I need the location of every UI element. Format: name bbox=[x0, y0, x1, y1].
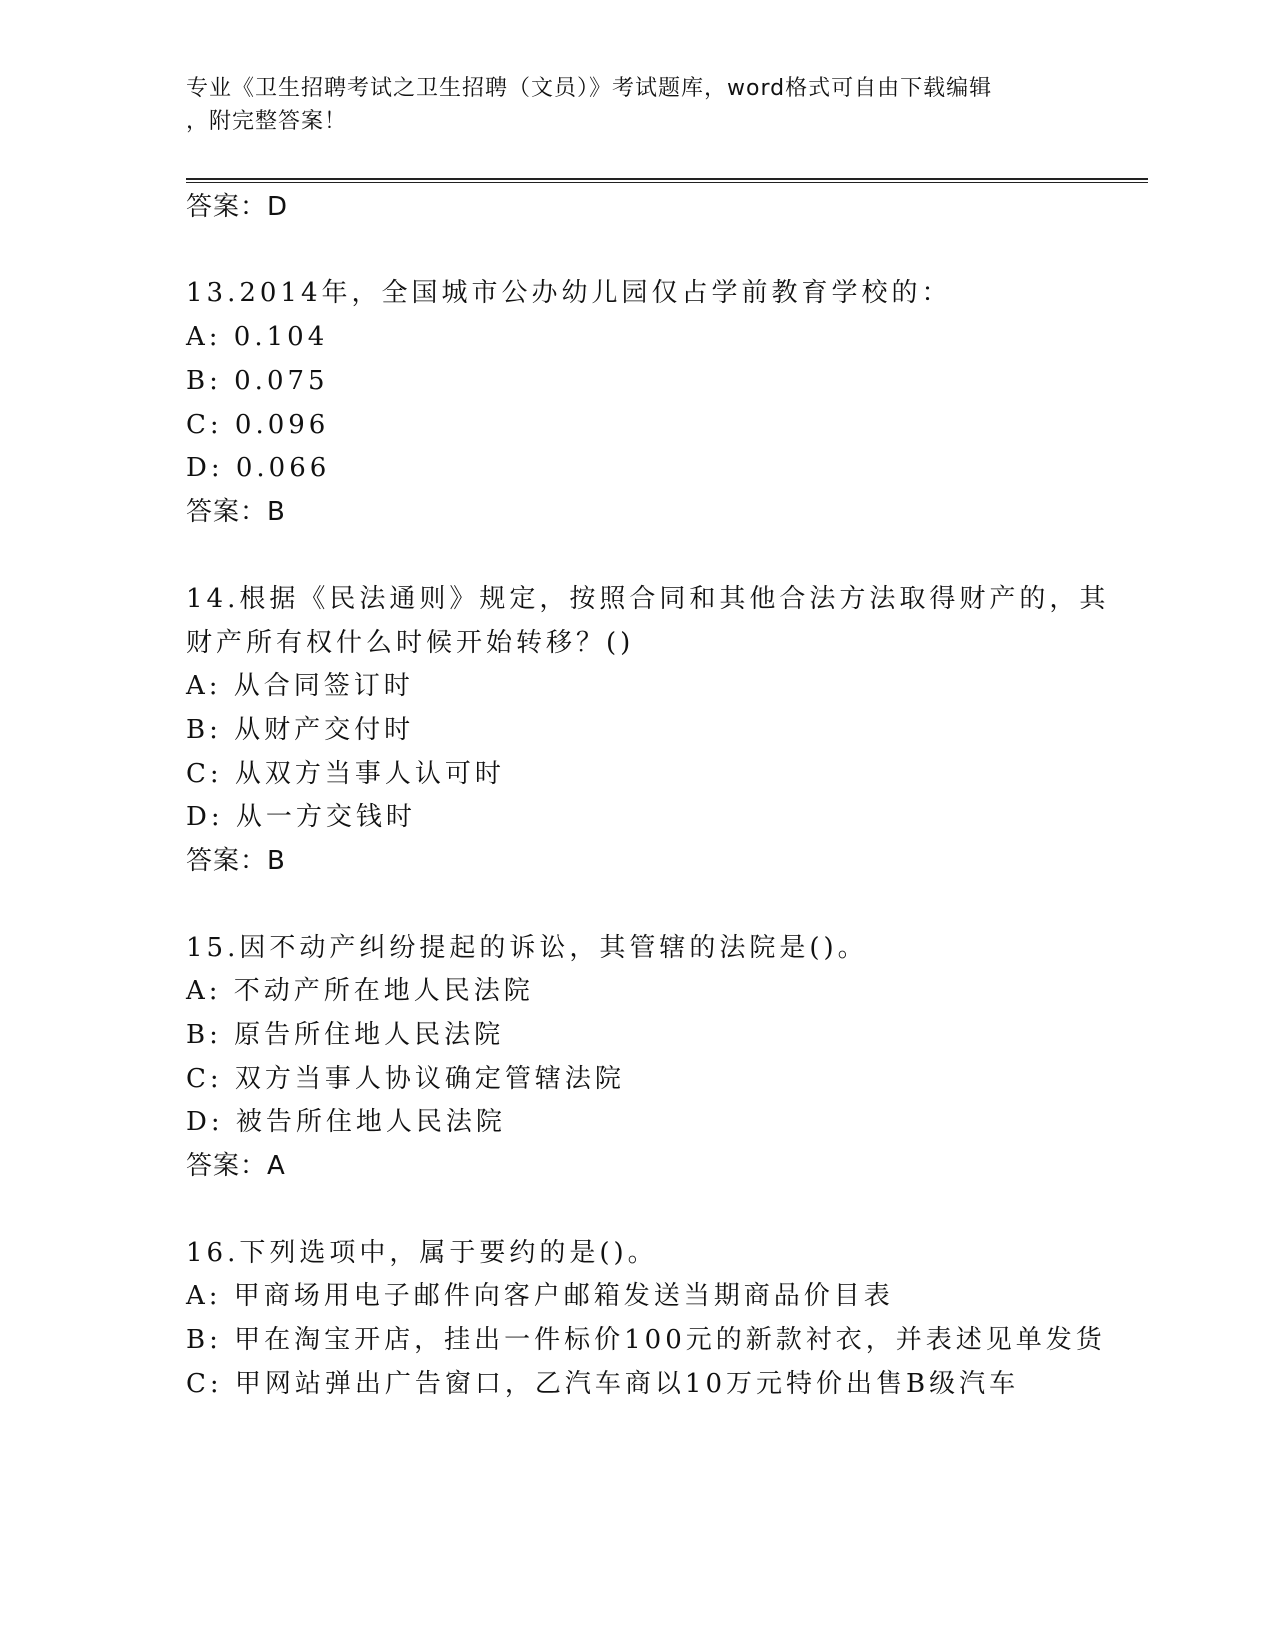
option-15-b: B: 原告所住地人民法院 bbox=[186, 1020, 505, 1050]
question-13: 13.2014年，全国城市公办幼儿园仅占学前教育学校的： bbox=[186, 278, 952, 308]
option-16-b: B: 甲在淘宝开店，挂出一件标价100元的新款衬衣，并表述见单发货 bbox=[186, 1325, 1106, 1355]
answer-13: 答案：B bbox=[186, 497, 286, 527]
option-13-b: B: 0.075 bbox=[186, 366, 329, 396]
option-13-a: A: 0.104 bbox=[186, 322, 329, 352]
question-15: 15.因不动产纠纷提起的诉讼，其管辖的法院是()。 bbox=[186, 933, 868, 963]
question-14-line-1: 14.根据《民法通则》规定，按照合同和其他合法方法取得财产的，其 bbox=[186, 584, 1110, 614]
option-15-c: C: 双方当事人协议确定管辖法院 bbox=[186, 1064, 625, 1094]
header-line-2: ，附完整答案！ bbox=[186, 109, 348, 134]
header-divider bbox=[186, 178, 1148, 180]
question-14-line-2: 财产所有权什么时候开始转移？() bbox=[186, 628, 635, 658]
option-14-b: B: 从财产交付时 bbox=[186, 715, 415, 745]
answer-text: 答案：D bbox=[186, 192, 289, 222]
option-15-a: A: 不动产所在地人民法院 bbox=[186, 976, 534, 1006]
answer-15: 答案：A bbox=[186, 1151, 286, 1181]
document-header bbox=[186, 72, 1066, 138]
option-15-d: D: 被告所住地人民法院 bbox=[186, 1107, 506, 1137]
option-13-c: C: 0.096 bbox=[186, 410, 330, 440]
option-14-a: A: 从合同签订时 bbox=[186, 671, 414, 701]
question-16: 16.下列选项中，属于要约的是()。 bbox=[186, 1238, 658, 1268]
option-14-c: C: 从双方当事人认可时 bbox=[186, 759, 505, 789]
option-13-d: D: 0.066 bbox=[186, 453, 331, 483]
option-16-a: A: 甲商场用电子邮件向客户邮箱发送当期商品价目表 bbox=[186, 1281, 894, 1311]
answer-14: 答案：B bbox=[186, 846, 286, 876]
option-14-d: D: 从一方交钱时 bbox=[186, 802, 416, 832]
option-16-c: C: 甲网站弹出广告窗口，乙汽车商以10万元特价出售B级汽车 bbox=[186, 1369, 1020, 1399]
header-line-1: 专业《卫生招聘考试之卫生招聘（文员）》考试题库，word格式可自由下载编辑 bbox=[186, 76, 993, 101]
header-divider-thin bbox=[186, 182, 1148, 183]
